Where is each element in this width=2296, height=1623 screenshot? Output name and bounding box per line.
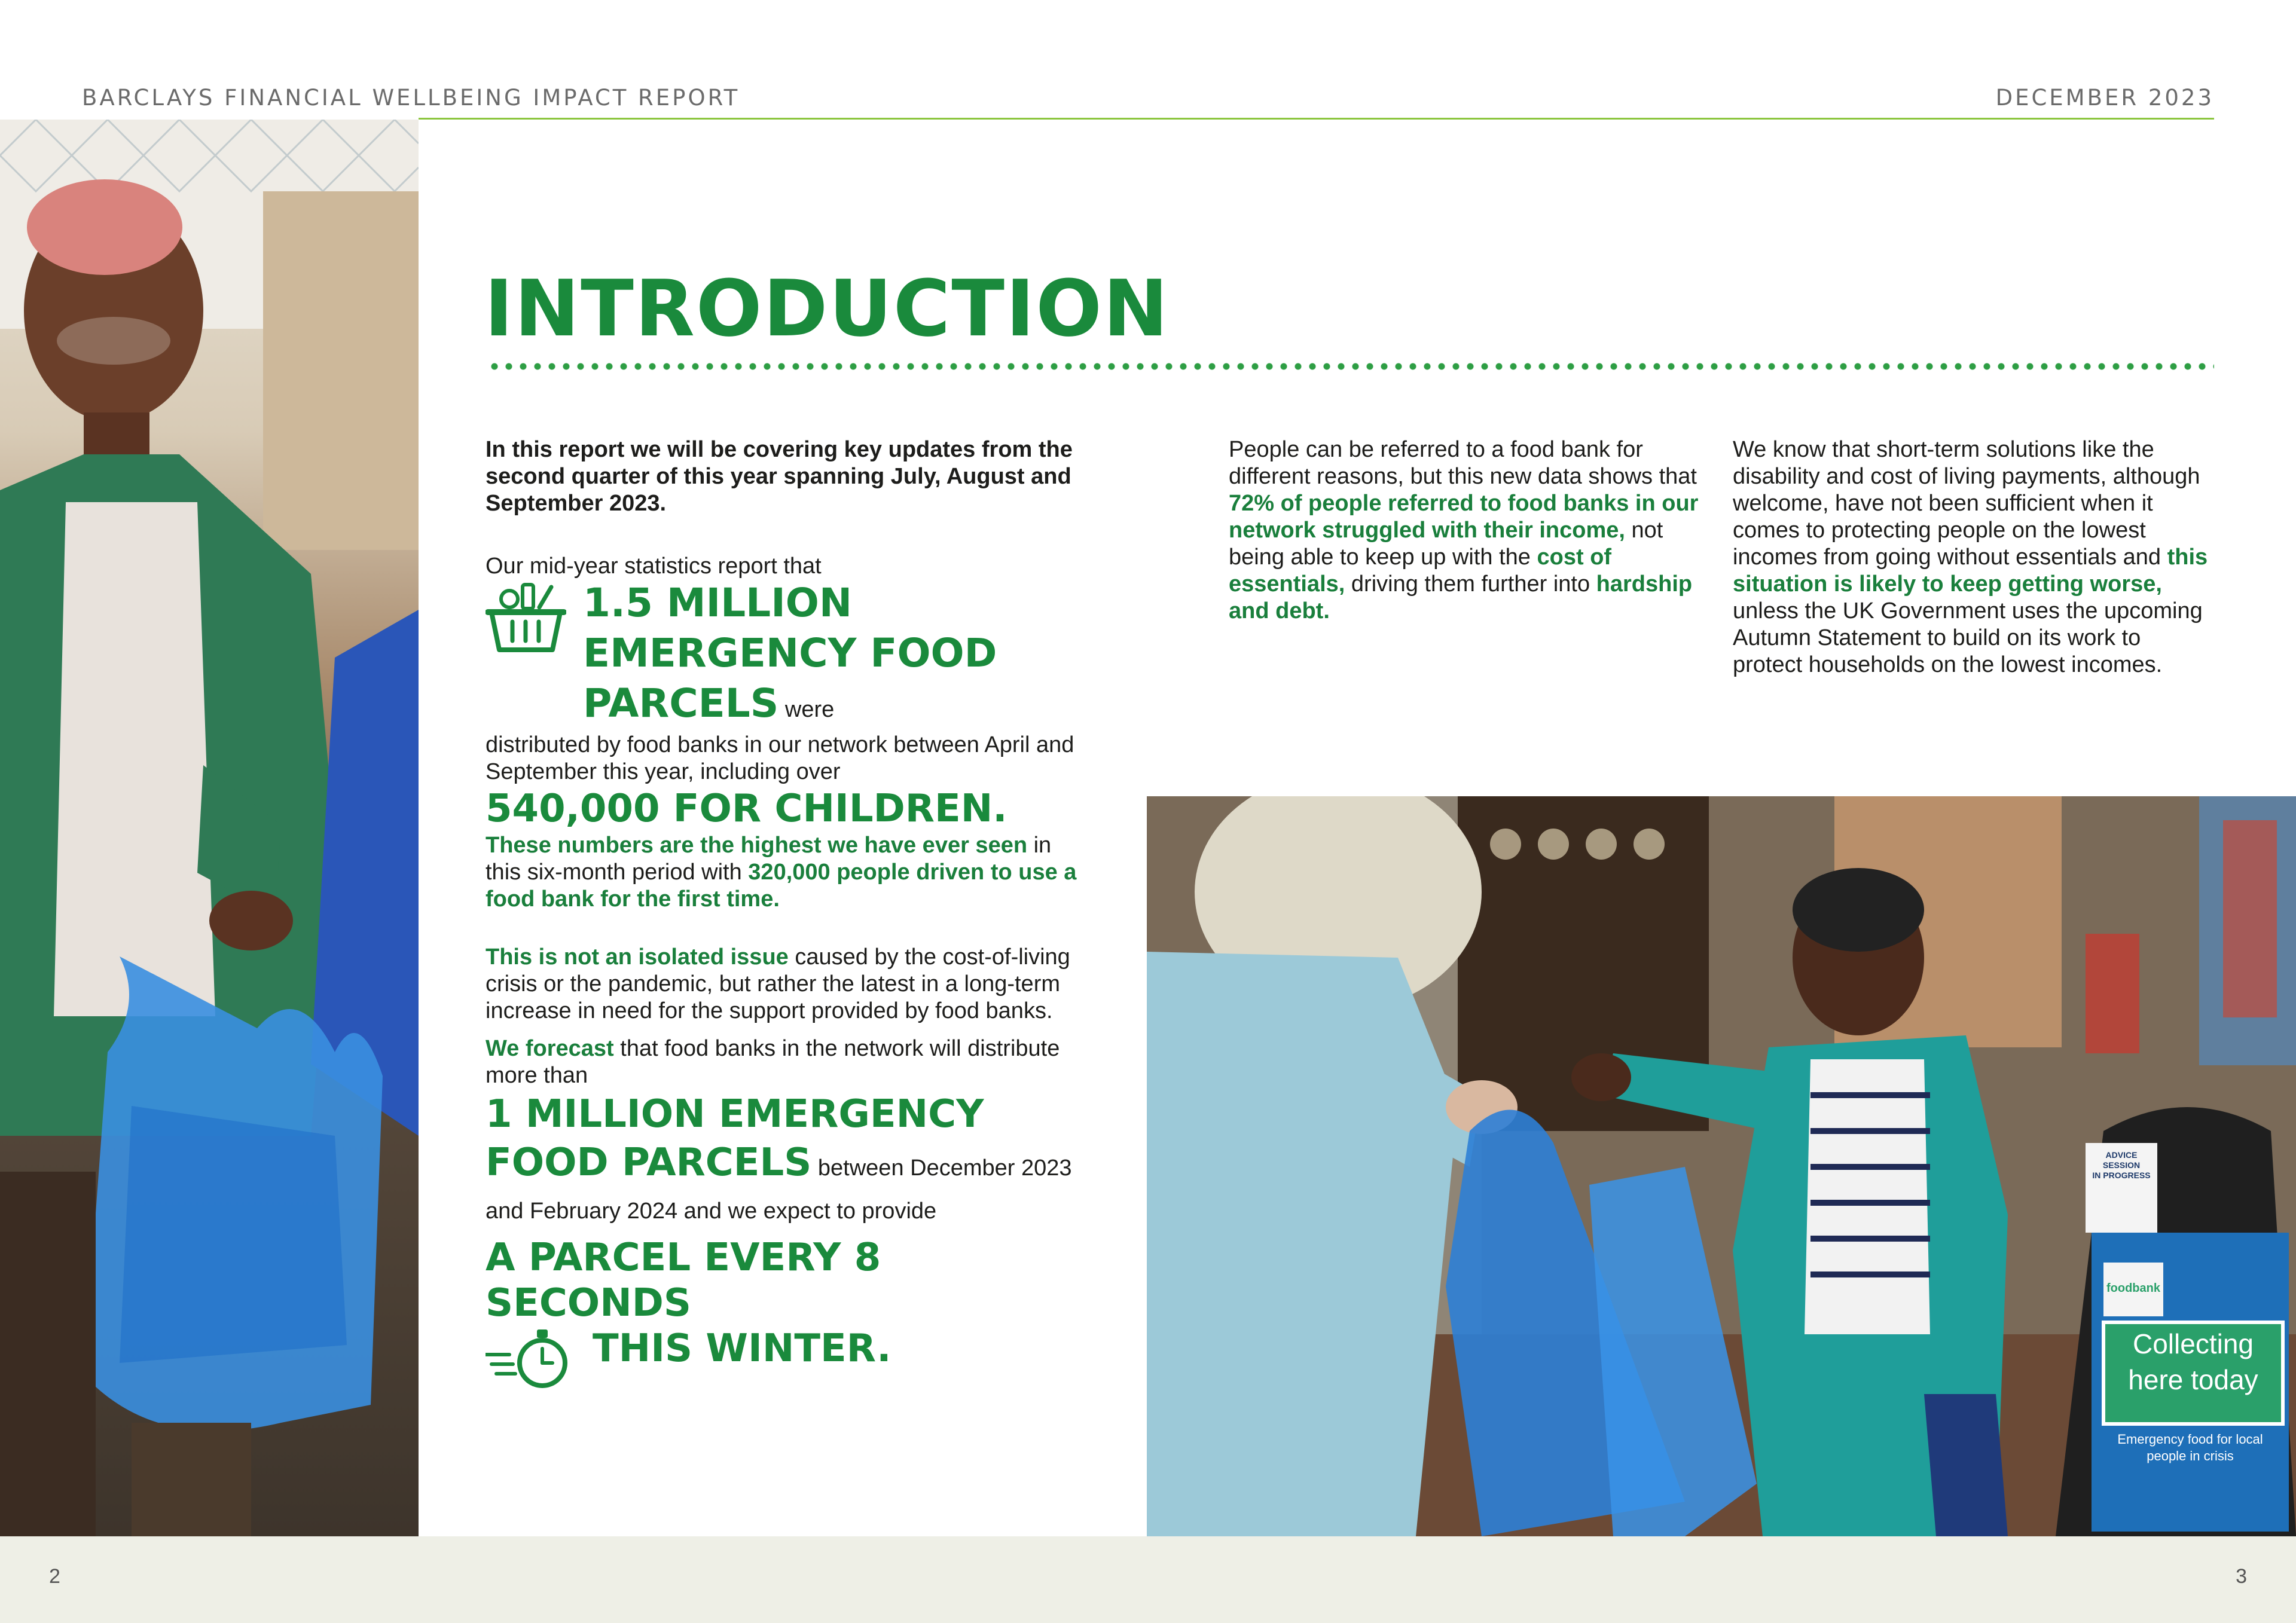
header-rule [419,118,2214,120]
stat-this-winter: THIS WINTER. [593,1326,891,1371]
solutions-body-a: We know that short-term solutions like the disability and cost of living payments, although welcome, have not been sufficient when it comes to protecting people on the lowest incomes from going without essentials and [1733,437,2200,570]
stat-parcels-body: distributed by food banks in our network between April and September this year, including over [486,732,1074,784]
volunteer-photo-left [0,120,419,1536]
isolated-issue-green-text: This is not an isolated issue [486,945,789,970]
tagline-line-1: Emergency food for local [2117,1432,2263,1447]
referral-green-essentials: cost of essentials, [1229,545,1612,597]
referral-green-72: 72% of people referred to food banks in our network struggled with their income, [1229,491,1699,543]
page-number-right: 3 [2236,1565,2247,1588]
dotted-divider [487,363,2214,370]
page-number-left: 2 [49,1565,60,1588]
stat-parcels-figure: 1.5 MILLION EMERGENCY FOOD PARCELS [583,580,997,726]
sign-tagline [2097,1431,2283,1465]
report-title-header: BARCLAYS FINANCIAL WELLBEING IMPACT REPORT [82,85,740,111]
forecast-body: that food banks in the network will distribute more than [486,1036,1060,1088]
first-time-green-text: 320,000 people driven to use a food bank for the first time. [486,860,1077,912]
page-footer [0,1536,2296,1623]
stat-parcels-line [583,581,1077,732]
advice-line-1: ADVICE SESSION [2102,1150,2141,1170]
solutions-green-worse: this situation is likely to keep getting worse, [1733,545,2208,597]
intro-paragraph: In this report we will be covering key updates from the second quarter of this year spanning July, August and September 2023. [486,437,1073,516]
foodbank-handover-photo [1147,796,2296,1536]
stat-forecast-block [486,1093,1077,1233]
tagline-line-2: people in crisis [2147,1448,2234,1463]
stat-winter-block [486,1326,1077,1392]
referral-body-c: driving them further into [1351,571,1590,597]
stopwatch-icon [486,1326,578,1392]
column-right [1733,436,2211,678]
page-title: INTRODUCTION [484,263,1170,354]
stat-every-8-seconds: A PARCEL EVERY 8 SECONDS [486,1236,881,1325]
stat-children-figure: 540,000 FOR CHILDREN. [486,787,1007,831]
stat-forecast-figure: 1 MILLION EMERGENCY FOOD PARCELS [486,1092,984,1185]
mid-year-lead: Our mid-year statistics report that [486,554,822,579]
stat-parcels-block [486,581,1077,732]
advice-line-2: IN PROGRESS [2092,1170,2151,1180]
highest-green-text: These numbers are the highest we have ever seen [486,833,1028,858]
foodbank-sign-brand: foodbank [2106,1282,2160,1295]
collecting-sign [2106,1326,2280,1398]
collecting-line-2: here today [2128,1364,2258,1395]
referral-green-hardship: hardship and debt. [1229,571,1693,623]
collecting-line-1: Collecting [2133,1328,2254,1359]
report-date-header: DECEMBER 2023 [1995,85,2214,111]
column-middle [1229,436,1707,625]
stat-forecast-body: between December 2023 and February 2024 and we expect to provide [486,1156,1072,1224]
advice-sign [2087,1150,2156,1181]
isolated-issue-body: caused by the cost-of-living crisis or the pandemic, but rather the latest in a long-term increase in need for the support provided by food banks. [486,945,1070,1023]
column-left [486,436,1077,1392]
stat-parcels-suffix: were [784,697,835,722]
forecast-green-text: We forecast [486,1036,614,1061]
solutions-body-b: unless the UK Government uses the upcoming Autumn Statement to build on its work to protect households on the lowest incomes. [1733,598,2203,677]
referral-body-a: People can be referred to a food bank for different reasons, but this new data shows that [1229,437,1697,489]
highest-body-text: in this six-month period with [486,833,1052,885]
food-basket-icon [486,581,566,653]
referral-body-b: not being able to keep up with the [1229,518,1663,570]
